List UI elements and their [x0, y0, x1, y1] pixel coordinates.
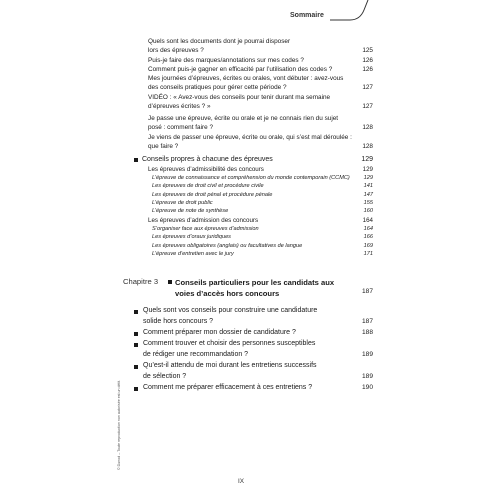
toc-entry-text: VIDÉO : « Avez-vous des conseils pour tenir durant ma semaine d’épreuves écrites ? » — [148, 94, 331, 111]
toc-subentry-page: 129 — [363, 175, 373, 181]
toc-subentry-text: L’épreuve de connaissance et compréhension du monde contemporain (CCMC) — [152, 175, 350, 181]
toc-entry-page: 127 — [362, 84, 373, 92]
toc-entry-text: Quels sont vos conseils pour construire une candidature solide hors concours ? — [143, 307, 318, 325]
toc-subentry-page: 169 — [363, 243, 373, 249]
toc-subentry-text: L’épreuve d’entretien avec le jury — [152, 251, 234, 257]
toc-subentry-text: Les épreuves obligatoires (anglais) ou facultatives de langue — [152, 243, 303, 249]
toc-entry[interactable] — [143, 361, 373, 382]
toc-entry[interactable] — [143, 383, 373, 394]
page-number: IX — [238, 478, 245, 485]
toc-subentry[interactable] — [152, 191, 373, 199]
section-bullet-icon — [134, 158, 138, 162]
toc-subentry-page: 164 — [363, 226, 373, 232]
toc-subentry[interactable] — [152, 174, 373, 182]
toc-entry-text: Quels sont les documents dont je pourrai disposer lors des épreuves ? — [148, 38, 291, 55]
header-label: Sommaire — [290, 12, 324, 19]
toc-section[interactable] — [142, 155, 373, 164]
toc-entry-page: 127 — [362, 103, 373, 111]
toc-group-page: 129 — [362, 166, 373, 173]
toc-entry[interactable] — [148, 37, 373, 55]
toc-entry[interactable] — [143, 328, 373, 339]
toc-group[interactable] — [148, 216, 373, 225]
toc-section-title: Conseils propres à chacune des épreuves — [142, 156, 273, 163]
toc-subentry[interactable] — [152, 207, 373, 215]
toc-group-title: Les épreuves d’admissibilité des concours — [148, 166, 264, 173]
toc-entry-page: 187 — [361, 317, 373, 325]
chapter-bullet-icon — [168, 280, 172, 284]
toc-subentry[interactable] — [152, 225, 373, 233]
toc-subentry[interactable] — [152, 233, 373, 241]
toc-entry-page: 190 — [361, 384, 373, 391]
toc-entry-page: 188 — [361, 329, 373, 336]
toc-subentry-text: Les épreuves de droit pénal et procédure pénale — [152, 192, 273, 198]
toc-subentry-page: 166 — [363, 234, 373, 240]
toc-entry-text: Comment me préparer efficacement à ces entretiens ? — [143, 384, 313, 391]
header-curve-decoration — [330, 0, 390, 22]
toc-entry[interactable] — [148, 56, 373, 65]
toc-group-page: 164 — [362, 217, 373, 224]
copyright-note: © Dunod – Toute reproduction non autorisée est un délit. — [117, 379, 121, 470]
toc-group[interactable] — [148, 165, 373, 174]
toc-entry-text: Mes journées d’épreuves, écrites ou orales, vont débuter : avez-vous des conseils pratiques pour gérer cette période ? — [148, 75, 344, 92]
toc-entry-page: 189 — [361, 350, 373, 358]
toc-entry[interactable] — [148, 133, 373, 151]
toc-subentry[interactable] — [152, 242, 373, 250]
item-bullet-icon — [134, 343, 138, 347]
toc-subentry-page: 141 — [363, 183, 373, 189]
toc-entry-text: Comment trouver et choisir des personnes susceptibles de rédiger une recommandation ? — [143, 340, 316, 358]
chapter-page: 187 — [361, 288, 373, 295]
toc-entry-text: Je passe une épreuve, écrite ou orale et je ne connais rien du sujet posé : comment faire ? — [148, 115, 339, 132]
toc-entry-page: 128 — [362, 143, 373, 151]
toc-subentry-page: 155 — [363, 200, 373, 206]
toc-entry[interactable] — [148, 65, 373, 74]
toc-entry-text: Qu’est-il attendu de moi durant les entretiens successifs de sélection ? — [143, 362, 317, 380]
toc-subentry[interactable] — [152, 250, 373, 258]
toc-entry-text: Comment puis-je gagner en efficacité par l’utilisation des codes ? — [148, 66, 333, 73]
item-bullet-icon — [134, 365, 138, 369]
toc-subentry-page: 147 — [363, 192, 373, 198]
toc-subentry-text: Les épreuves d’oraux juridiques — [152, 234, 231, 240]
toc-entry[interactable] — [148, 74, 373, 92]
toc-subentry-page: 160 — [363, 208, 373, 214]
page-header — [0, 0, 488, 30]
toc-entry-page: 128 — [362, 124, 373, 132]
toc-subentry-text: S’organiser face aux épreuves d’admission — [152, 226, 259, 232]
chapter-label: Chapitre 3 — [123, 277, 159, 286]
toc-section-page: 129 — [361, 156, 373, 163]
toc-entry-page: 189 — [361, 372, 373, 380]
toc-entry-text: Comment préparer mon dossier de candidature ? — [143, 329, 296, 336]
item-bullet-icon — [134, 332, 138, 336]
toc-entry-text: Je viens de passer une épreuve, écrite ou orale, qui s’est mal déroulée : que faire ? — [148, 134, 352, 151]
toc-subentry-text: L’épreuve de note de synthèse — [152, 208, 229, 214]
toc-subentry-page: 171 — [363, 251, 373, 257]
toc-group-title: Les épreuves d’admission des concours — [148, 217, 259, 224]
item-bullet-icon — [134, 310, 138, 314]
toc-entry-page: 126 — [362, 57, 373, 64]
toc-entry-text: Puis-je faire des marques/annotations sur mes codes ? — [148, 57, 304, 64]
toc-subentry-text: L’épreuve de droit public — [152, 200, 213, 206]
toc-subentry[interactable] — [152, 182, 373, 190]
toc-subentry[interactable] — [152, 199, 373, 207]
toc-entry[interactable] — [148, 114, 373, 132]
toc-entry[interactable] — [143, 306, 373, 327]
toc-entry[interactable] — [143, 339, 373, 360]
item-bullet-icon — [134, 387, 138, 391]
toc-entry-page: 125 — [362, 47, 373, 55]
toc-subentry-text: Les épreuves de droit civil et procédure civile — [152, 183, 264, 189]
toc-entry-page: 126 — [362, 66, 373, 73]
chapter-title[interactable]: Conseils particuliers pour les candidats aux voies d’accès hors concours — [175, 278, 335, 298]
toc-entry[interactable] — [148, 93, 373, 111]
